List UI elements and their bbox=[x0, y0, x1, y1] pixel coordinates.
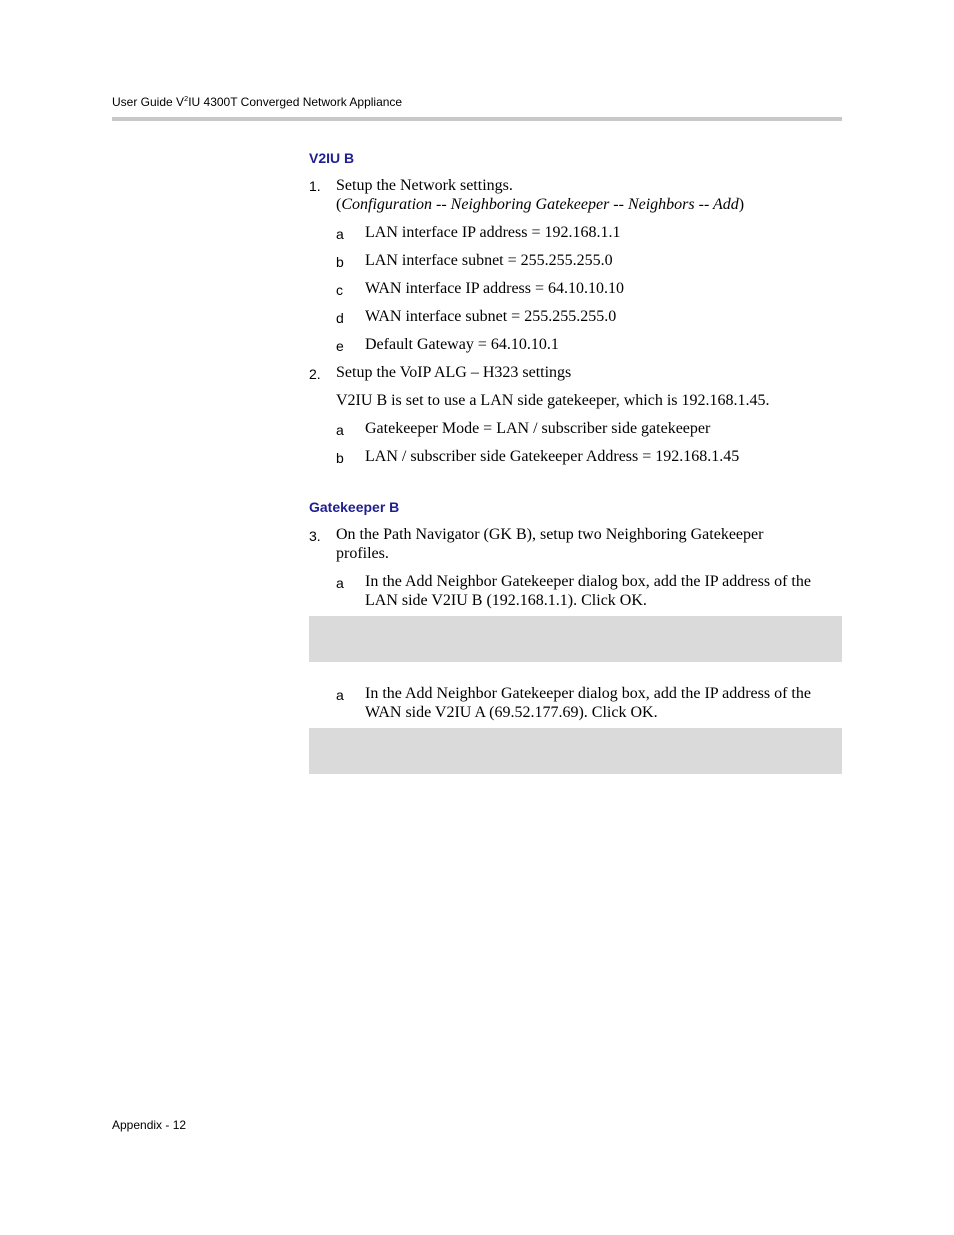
running-header bbox=[112, 94, 402, 109]
item-letter: c bbox=[336, 282, 343, 298]
step-number: 2. bbox=[309, 366, 321, 382]
list-item: Gatekeeper Mode = LAN / subscriber side gatekeeper bbox=[365, 420, 711, 437]
header-prefix: User Guide V bbox=[112, 95, 185, 109]
list-item: Default Gateway = 64.10.10.1 bbox=[365, 336, 559, 353]
item-letter: b bbox=[336, 450, 344, 466]
item-letter: b bbox=[336, 254, 344, 270]
item-letter: e bbox=[336, 338, 344, 354]
step-text: Setup the Network settings. bbox=[336, 177, 513, 194]
step-text: On the Path Navigator (GK B), setup two Neighboring Gatekeeper bbox=[336, 526, 764, 543]
item-letter: a bbox=[336, 687, 344, 703]
list-item-continued: WAN side V2IU A (69.52.177.69). Click OK. bbox=[365, 704, 658, 721]
step-text: Setup the VoIP ALG – H323 settings bbox=[336, 364, 572, 381]
header-rule bbox=[112, 117, 842, 121]
page-footer: Appendix - 12 bbox=[112, 1118, 187, 1132]
header-superscript: 2 bbox=[184, 94, 189, 103]
list-item-continued: LAN side V2IU B (192.168.1.1). Click OK. bbox=[365, 592, 647, 609]
item-letter: a bbox=[336, 422, 344, 438]
step-text-continued: profiles. bbox=[336, 545, 389, 562]
step-number: 1. bbox=[309, 178, 321, 194]
item-letter: a bbox=[336, 575, 344, 591]
section-heading-v2iu-b: V2IU B bbox=[309, 150, 355, 166]
list-item: WAN interface IP address = 64.10.10.10 bbox=[365, 280, 625, 297]
item-letter: d bbox=[336, 310, 344, 326]
step-number: 3. bbox=[309, 528, 321, 544]
list-item: In the Add Neighbor Gatekeeper dialog box, add the IP address of the bbox=[365, 685, 811, 702]
header-suffix: IU 4300T Converged Network Appliance bbox=[188, 95, 403, 109]
menu-path: (Configuration -- Neighboring Gatekeeper -- Neighbors -- Add) bbox=[336, 196, 745, 213]
list-item: LAN / subscriber side Gatekeeper Address = 192.168.1.45 bbox=[365, 448, 740, 465]
list-item: In the Add Neighbor Gatekeeper dialog box, add the IP address of the bbox=[365, 573, 811, 590]
list-item: LAN interface subnet = 255.255.255.0 bbox=[365, 252, 613, 269]
step-note: V2IU B is set to use a LAN side gatekeeper, which is 192.168.1.45. bbox=[336, 392, 770, 409]
list-item: LAN interface IP address = 192.168.1.1 bbox=[365, 224, 621, 241]
list-item: WAN interface subnet = 255.255.255.0 bbox=[365, 308, 617, 325]
item-letter: a bbox=[336, 226, 344, 242]
menu-path-text: Configuration -- Neighboring Gatekeeper -- Neighbors -- Add bbox=[341, 196, 739, 213]
section-heading-gatekeeper-b: Gatekeeper B bbox=[309, 499, 400, 515]
image-placeholder-bar bbox=[309, 728, 842, 774]
image-placeholder-bar bbox=[309, 616, 842, 662]
